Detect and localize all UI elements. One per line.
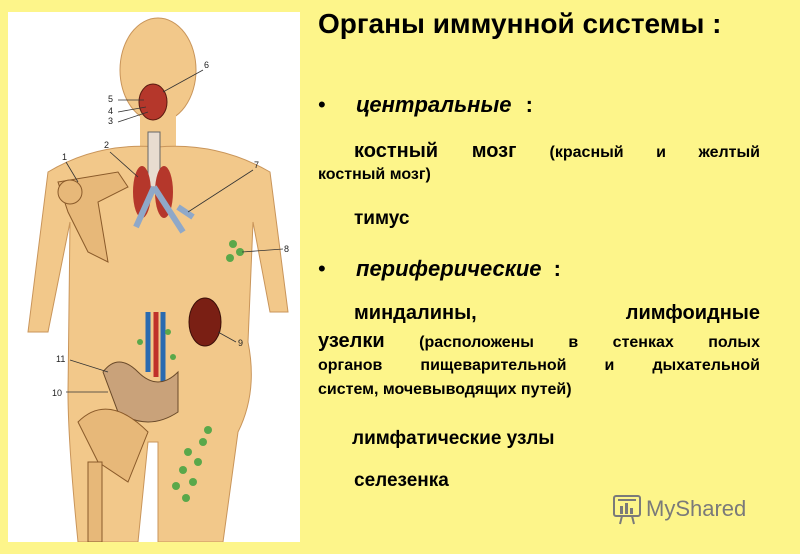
spleen [189,298,221,346]
label-6: 6 [204,60,210,70]
tonsils [139,84,167,120]
nodules-line3: органов пищеварительной и дыхательной [318,357,760,374]
label-4: 4 [108,106,114,116]
label-10: 10 [52,388,63,398]
nodules-main: узелки [318,330,385,352]
peripheral-heading [356,256,561,282]
central-colon: : [525,92,533,117]
tonsils-text: миндалины, [354,302,477,324]
label-8: 8 [284,244,290,254]
logo-text: MyShared [646,496,747,521]
label-1: 1 [62,152,68,162]
bone-marrow-line1 [318,140,760,163]
immune-organs-illustration [8,12,300,542]
nodules-note: (расположены в стенках полых [419,334,760,351]
label-7: 7 [254,160,260,170]
nodules-line [318,330,760,353]
lymph-nodes-text: лимфатические узлы [352,428,555,449]
nodules-line4: систем, мочевыводящих путей) [318,381,572,398]
label-11: 11 [56,354,66,364]
bone-marrow-note-2: костный мозг) [318,166,431,183]
peripheral-colon: : [553,256,561,281]
peripheral-heading-text: периферические [356,256,542,281]
bullet-dot-peripheral: • [318,256,326,281]
label-2: 2 [104,140,110,150]
slide-title: Органы иммунной системы : [318,8,722,39]
label-9: 9 [238,338,244,348]
myshared-logo [610,488,770,532]
bone-marrow-note-1: (красный и желтый [549,144,760,161]
thymus-text: тимус [354,208,410,229]
spleen-text: селезенка [354,470,449,491]
label-3: 3 [108,116,114,126]
bone-marrow-main: костный мозг [354,140,517,162]
central-heading [356,92,533,118]
bullet-dot-central: • [318,92,326,117]
myshared-logo-icon [610,488,770,532]
central-heading-text: центральные [356,92,512,117]
lymphoid-text: лимфоидные [625,302,760,324]
label-5: 5 [108,94,114,104]
anatomy-figure [8,12,300,542]
